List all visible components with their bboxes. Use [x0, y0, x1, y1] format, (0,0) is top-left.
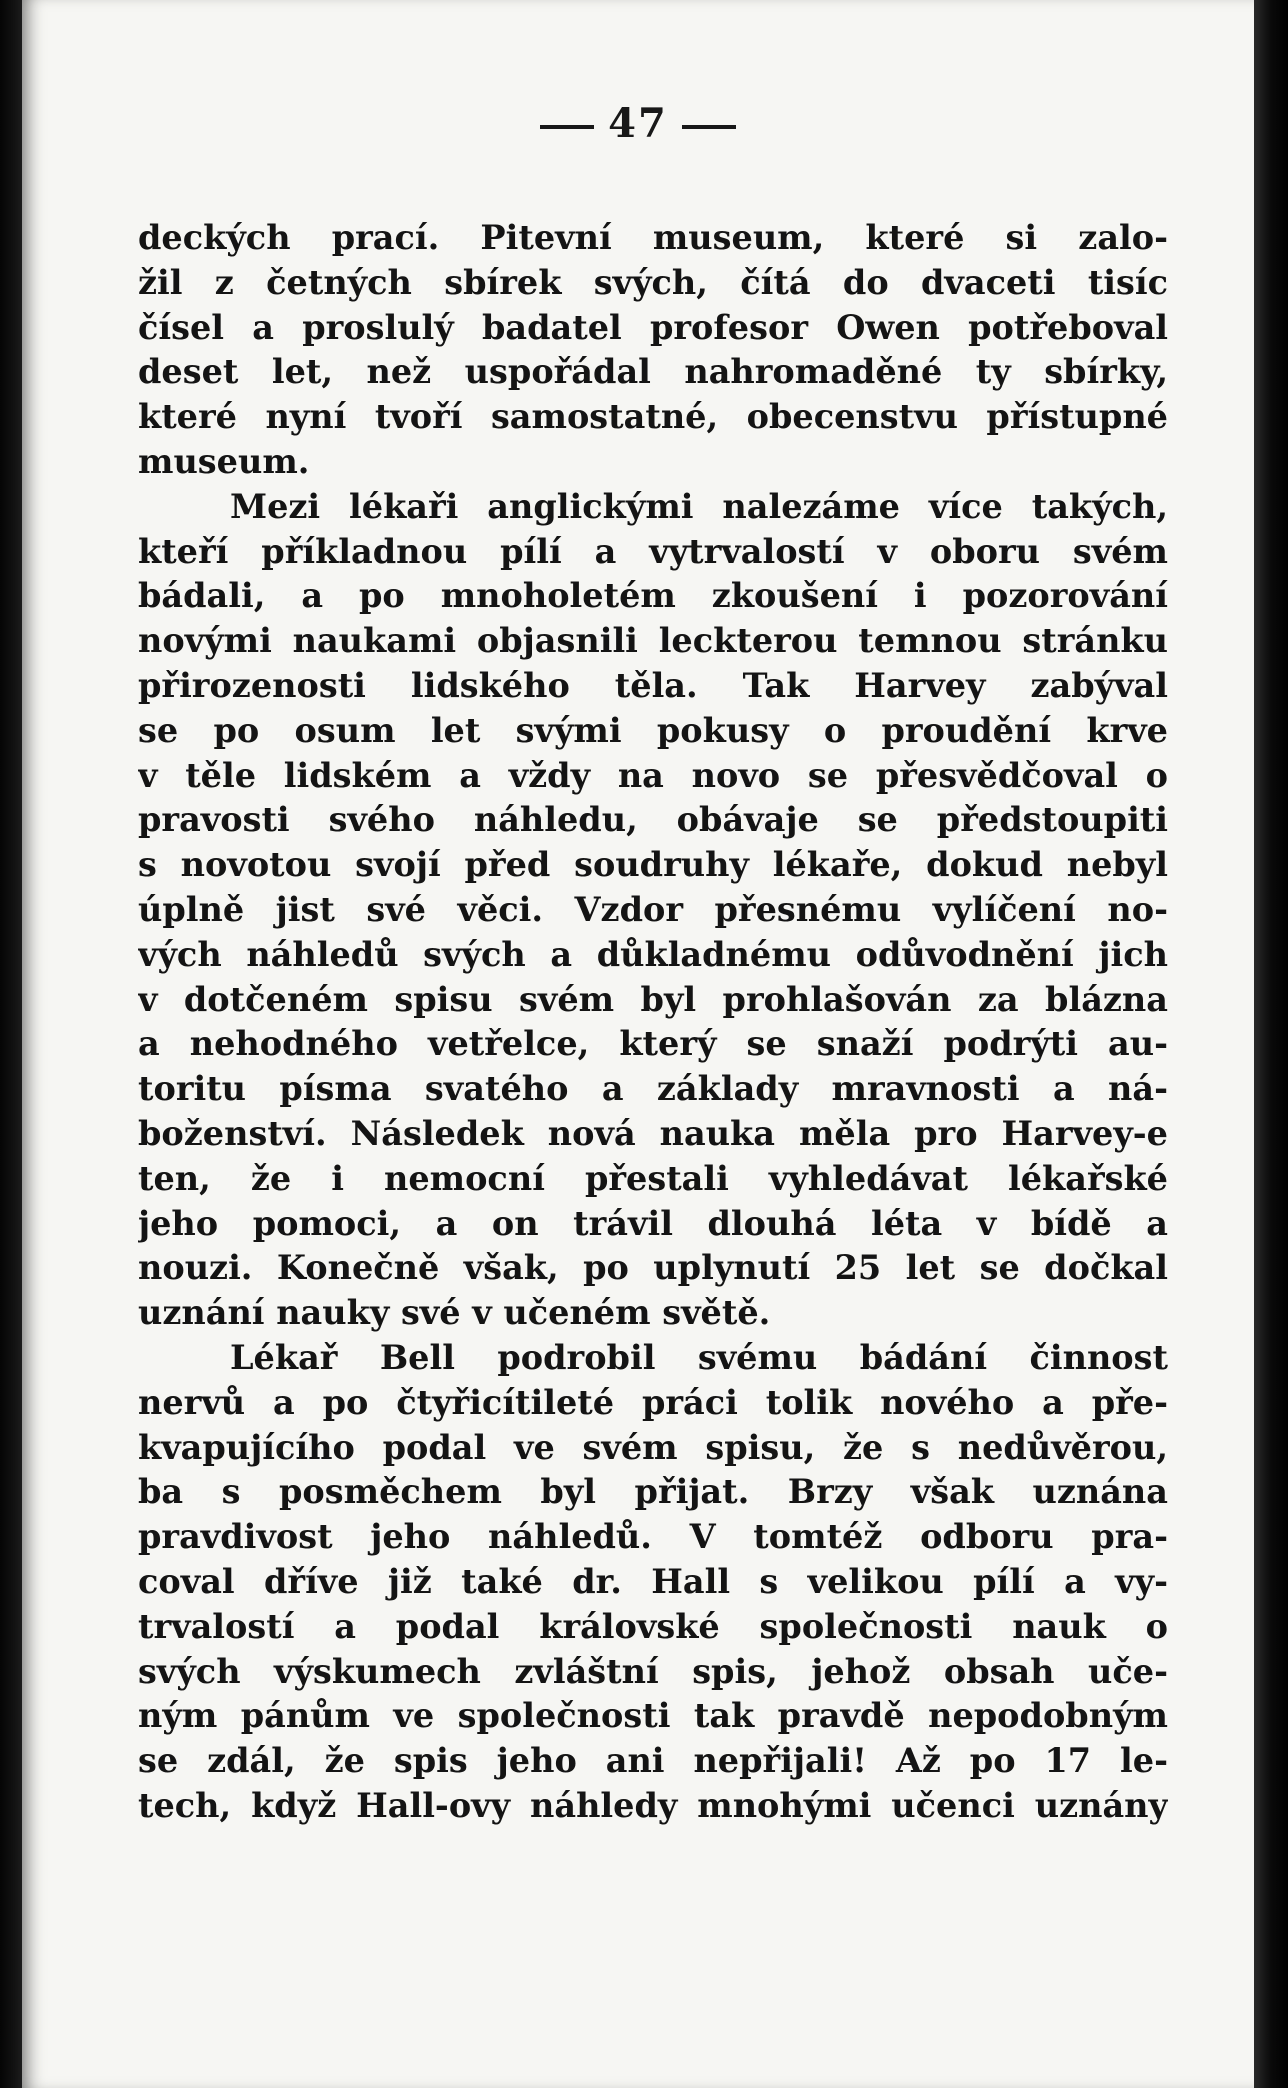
- text-line: uznání nauky své v učeném světě.: [138, 1293, 771, 1333]
- text-line: v dotčeném spisu svém byl prohlašován za blázna: [138, 979, 1168, 1019]
- text-line: které nyní tvoří samostatné, obecenstvu přístupné: [138, 397, 1168, 437]
- book-page: [22, 0, 1254, 2088]
- text-line: nervů a po čtyřicítileté práci tolik nového a pře-: [138, 1382, 1168, 1422]
- text-line: coval dříve již také dr. Hall s velikou pílí a vy-: [138, 1561, 1168, 1601]
- text-line: Lékař Bell podrobil svému bádání činnost: [230, 1337, 1168, 1377]
- text-line: novými naukami objasnili leckterou temnou stránku: [138, 621, 1168, 661]
- text-line: deset let, než uspořádal nahromaděné ty sbírky,: [138, 352, 1168, 392]
- right-page-edge: [1254, 0, 1288, 2088]
- header-dash-left: [540, 125, 594, 129]
- text-line: jeho pomoci, a on trávil dlouhá léta v bídě a: [138, 1203, 1168, 1243]
- text-line: čísel a proslulý badatel profesor Owen potřeboval: [138, 307, 1168, 347]
- text-line: svých výskumech zvláštní spis, jehož obsah uče-: [138, 1651, 1168, 1691]
- text-line: bádali, a po mnoholetém zkoušení i pozorování: [138, 576, 1168, 616]
- text-line: kvapujícího podal ve svém spisu, že s nedůvěrou,: [138, 1427, 1168, 1467]
- page-header: [22, 100, 1254, 147]
- text-line: žil z četných sbírek svých, čítá do dvaceti tisíc: [138, 262, 1168, 302]
- header-dash-right: [682, 125, 736, 129]
- text-line: pravdivost jeho náhledů. V tomtéž odboru pra-: [138, 1517, 1168, 1557]
- text-line: museum.: [138, 441, 310, 481]
- text-line: pravosti svého náhledu, obávaje se předstoupiti: [138, 800, 1168, 840]
- text-line: tech, když Hall-ovy náhledy mnohými učenci uznány: [138, 1785, 1168, 1825]
- text-line: nouzi. Konečně však, po uplynutí 25 let se dočkal: [138, 1248, 1168, 1288]
- text-line: s novotou svojí před soudruhy lékaře, dokud nebyl: [138, 845, 1168, 885]
- text-line: ten, že i nemocní přestali vyhledávat lékařské: [138, 1158, 1168, 1198]
- text-line: vých náhledů svých a důkladnému odůvodnění jich: [138, 934, 1168, 974]
- page-number: 47: [608, 100, 668, 147]
- text-line: se po osum let svými pokusy o proudění krve: [138, 710, 1168, 750]
- text-line: ným pánům ve společnosti tak pravdě nepodobným: [138, 1696, 1168, 1736]
- text-line: kteří příkladnou pílí a vytrvalostí v oboru svém: [138, 531, 1168, 571]
- text-line: v těle lidském a vždy na novo se přesvědčoval o: [138, 755, 1168, 795]
- text-line: a nehodného vetřelce, který se snaží podrýti au-: [138, 1024, 1168, 1064]
- text-line: boženství. Následek nová nauka měla pro Harvey-e: [138, 1113, 1168, 1153]
- text-line: toritu písma svatého a základy mravnosti a ná-: [138, 1069, 1168, 1109]
- text-line: deckých prací. Pitevní museum, které si zalo-: [138, 218, 1168, 257]
- left-page-edge: [0, 0, 22, 2088]
- text-line: Mezi lékaři anglickými nalezáme více takých,: [230, 486, 1168, 526]
- text-line: přirozenosti lidského těla. Tak Harvey zabýval: [138, 665, 1168, 705]
- text-line: úplně jist své věci. Vzdor přesnému vylíčení no-: [138, 889, 1168, 929]
- text-line: se zdál, že spis jeho ani nepřijali! Až po 17 le-: [138, 1741, 1168, 1781]
- text-line: ba s posměchem byl přijat. Brzy však uznána: [138, 1472, 1168, 1512]
- body-text: [138, 216, 1168, 1829]
- text-line: trvalostí a podal královské společnosti nauk o: [138, 1606, 1168, 1646]
